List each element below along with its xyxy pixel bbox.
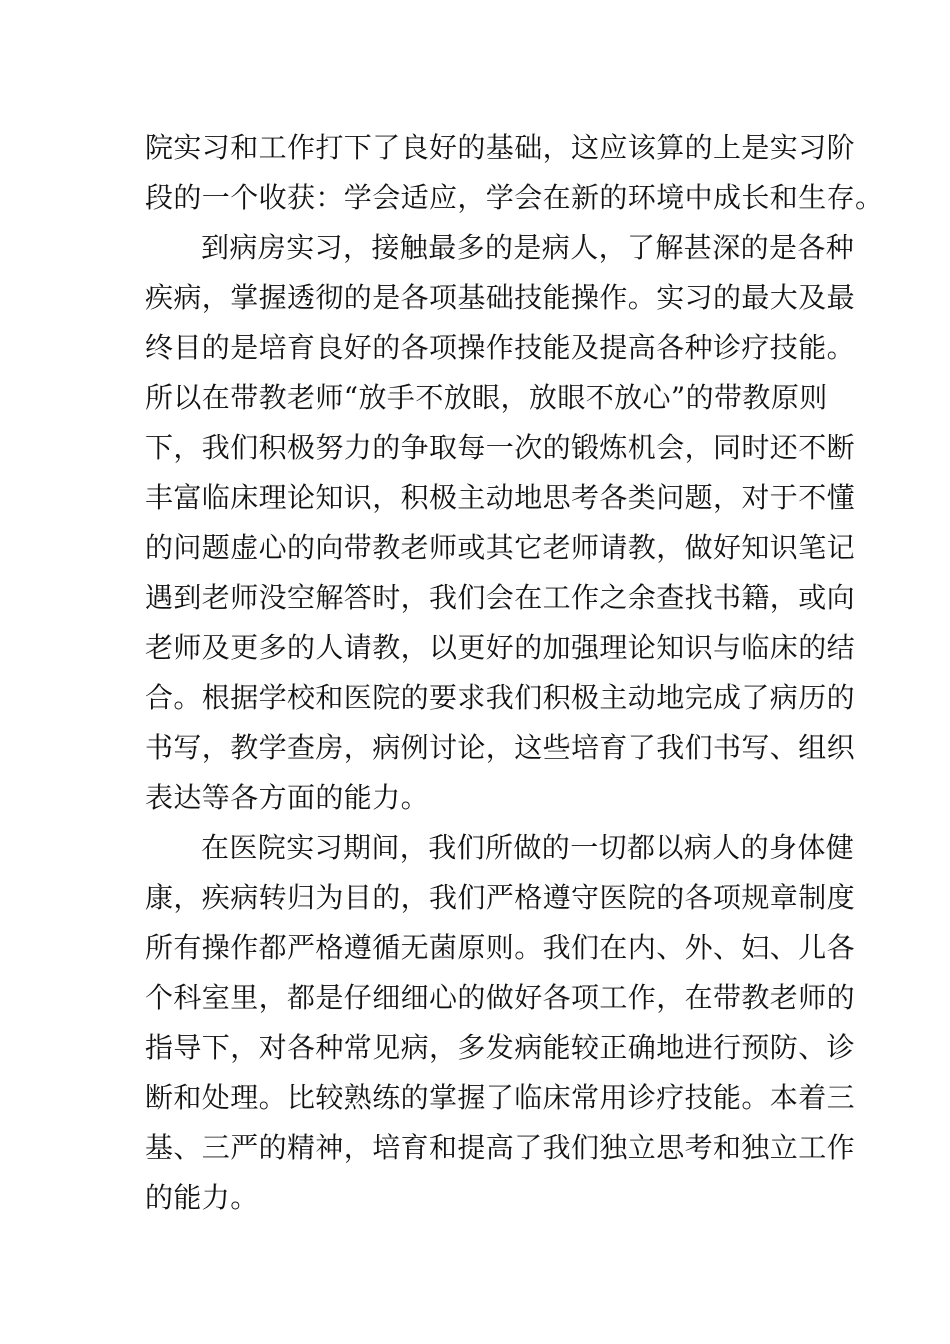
text-line: 个科室里，都是仔细细心的做好各项工作，在带教老师的 <box>145 981 856 1014</box>
text-line: 遇到老师没空解答时，我们会在工作之余查找书籍，或向 <box>145 581 856 614</box>
text-line: 老师及更多的人请教，以更好的加强理论知识与临床的结 <box>145 631 856 664</box>
text-line: 指导下，对各种常见病，多发病能较正确地进行预防、诊 <box>145 1031 856 1064</box>
text-line: 断和处理。比较熟练的掌握了临床常用诊疗技能。本着三 <box>145 1081 856 1114</box>
text-line: 所以在带教老师“放手不放眼，放眼不放心”的带教原则 <box>145 381 828 414</box>
text-line: 丰富临床理论知识，积极主动地思考各类问题，对于不懂 <box>145 481 856 514</box>
text-line: 终目的是培育良好的各项操作技能及提高各种诊疗技能。 <box>145 331 856 364</box>
text-line: 院实习和工作打下了良好的基础，这应该算的上是实习阶 <box>145 131 856 164</box>
text-line: 康，疾病转归为目的，我们严格遵守医院的各项规章制度 <box>145 881 856 914</box>
text-line: 基、三严的精神，培育和提高了我们独立思考和独立工作 <box>145 1131 856 1164</box>
paragraph-start-line: 在医院实习期间，我们所做的一切都以病人的身体健 <box>201 831 855 864</box>
text-line: 的问题虚心的向带教老师或其它老师请教，做好知识笔记 <box>145 531 856 564</box>
text-line: 所有操作都严格遵循无菌原则。我们在内、外、妇、儿各 <box>145 931 856 964</box>
paragraph-start-line: 到病房实习，接触最多的是病人，了解甚深的是各种 <box>201 231 855 264</box>
text-line: 书写，教学查房，病例讨论，这些培育了我们书写、组织 <box>145 731 856 764</box>
text-line: 疾病，掌握透彻的是各项基础技能操作。实习的最大及最 <box>145 281 856 314</box>
text-line: 段的一个收获：学会适应，学会在新的环境中成长和生存。 <box>145 181 884 214</box>
text-line: 合。根据学校和医院的要求我们积极主动地完成了病历的 <box>145 681 856 714</box>
text-line: 表达等各方面的能力。 <box>145 781 430 814</box>
text-line: 的能力。 <box>145 1181 259 1214</box>
text-line: 下，我们积极努力的争取每一次的锻炼机会，同时还不断 <box>145 431 856 464</box>
